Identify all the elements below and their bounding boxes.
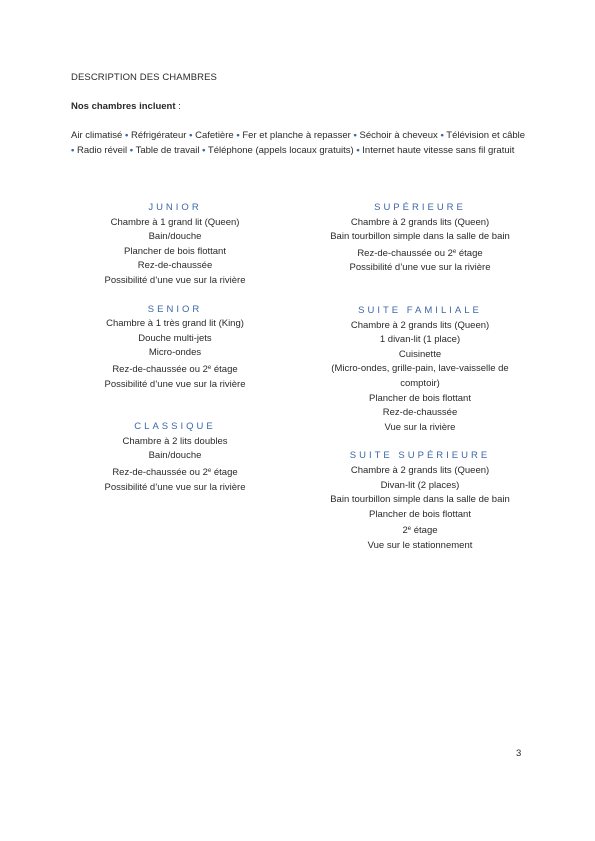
amenity-item: Air climatisé [71, 130, 123, 141]
room-title: SUITE SUPÉRIEURE [349, 450, 491, 462]
room-feature: Bain/douche [148, 450, 202, 462]
room-feature: Plancher de bois flottant [369, 392, 471, 404]
amenity-item: Télévision et câble [446, 130, 526, 141]
room-feature: Rez-de-chaussée [137, 260, 213, 272]
room-feature: Cuisinette [398, 348, 442, 360]
room-feature: Chambre à 2 lits doubles [122, 435, 228, 447]
room-feature: Chambre à 1 grand lit (Queen) [110, 216, 240, 228]
room-title: CLASSIQUE [134, 421, 216, 433]
amenity-item: Téléphone (appels locaux gratuits) [207, 144, 354, 156]
room-feature: Rez-de-chaussée ou 2e étage [357, 247, 483, 259]
amenity-item: Séchoir à cheveux [359, 130, 438, 141]
room-feature: Rez-de-chaussée ou 2e étage [112, 363, 238, 375]
room-title: SUITE FAMILIALE [358, 304, 482, 316]
room-feature: 1 divan-lit (1 place) [379, 334, 461, 346]
amenity-item: Cafetière [195, 130, 234, 141]
amenity-item: Table de travail [135, 144, 200, 156]
bullet-separator: • [353, 130, 357, 141]
room-feature: Possibilité d’une vue sur la rivière [349, 262, 491, 274]
bullet-separator: • [129, 144, 134, 156]
bullet-separator: • [71, 144, 75, 156]
room-feature: Douche multi-jets [138, 332, 212, 344]
room-feature: Rez-de-chaussée ou 2e étage [112, 466, 238, 478]
page-heading: DESCRIPTION DES CHAMBRES [71, 72, 217, 83]
room-feature: Possibilité d’une vue sur la rivière [104, 378, 246, 390]
amenity-item: Fer et planche à repasser [242, 130, 351, 141]
bullet-separator: • [236, 130, 240, 141]
amenities-list [71, 129, 525, 158]
room-feature: Rez-de-chaussée [382, 407, 458, 419]
room-feature: Divan-lit (2 places) [380, 479, 460, 491]
room-feature: Bain tourbillon simple dans la salle de bain [330, 494, 510, 506]
room-feature: Possibilité d’une vue sur la rivière [104, 481, 246, 493]
room-feature: Bain/douche [148, 231, 202, 243]
room-title: SENIOR [147, 303, 203, 315]
room-title: JUNIOR [148, 202, 202, 213]
amenity-item: Radio réveil [76, 144, 128, 156]
room-feature: Possibilité d’une vue sur la rivière [104, 274, 246, 286]
room-feature: Plancher de bois flottant [369, 508, 471, 520]
room-feature: Vue sur le stationnement [367, 539, 473, 551]
bullet-separator: • [356, 144, 360, 156]
room-block [312, 449, 528, 553]
room-block [67, 420, 283, 495]
room-block [312, 201, 528, 276]
left-room-column [67, 201, 283, 495]
room-feature: 2e étage [402, 525, 438, 537]
room-feature: Chambre à 2 grands lits (Queen) [350, 216, 490, 228]
room-feature: Chambre à 2 grands lits (Queen) [350, 319, 490, 331]
room-feature: Chambre à 1 très grand lit (King) [106, 318, 244, 330]
includes-heading [71, 101, 181, 112]
room-feature: Micro-ondes [148, 347, 202, 359]
includes-label: Nos chambres incluent [71, 101, 176, 112]
room-block [312, 304, 528, 435]
includes-suffix: : [175, 101, 181, 112]
bullet-separator: • [189, 130, 193, 141]
room-feature: Plancher de bois flottant [124, 245, 226, 257]
right-room-column [312, 201, 528, 553]
room-block [67, 201, 283, 289]
bullet-separator: • [124, 130, 129, 141]
room-feature: (Micro-ondes, grille-pain, lave-vaisselle de comptoir) [331, 363, 509, 389]
room-feature: Chambre à 2 grands lits (Queen) [350, 464, 490, 476]
bullet-separator: • [202, 144, 206, 156]
room-title: SUPÉRIEURE [374, 202, 466, 213]
amenity-item: Internet haute vitesse sans fil gratuit [362, 144, 515, 156]
room-block [67, 303, 283, 393]
amenity-item: Réfrigérateur [130, 130, 187, 141]
room-feature: Vue sur la rivière [384, 421, 456, 433]
page-number: 3 [516, 748, 522, 759]
room-feature: Bain tourbillon simple dans la salle de bain [330, 231, 510, 243]
bullet-separator: • [440, 130, 444, 141]
